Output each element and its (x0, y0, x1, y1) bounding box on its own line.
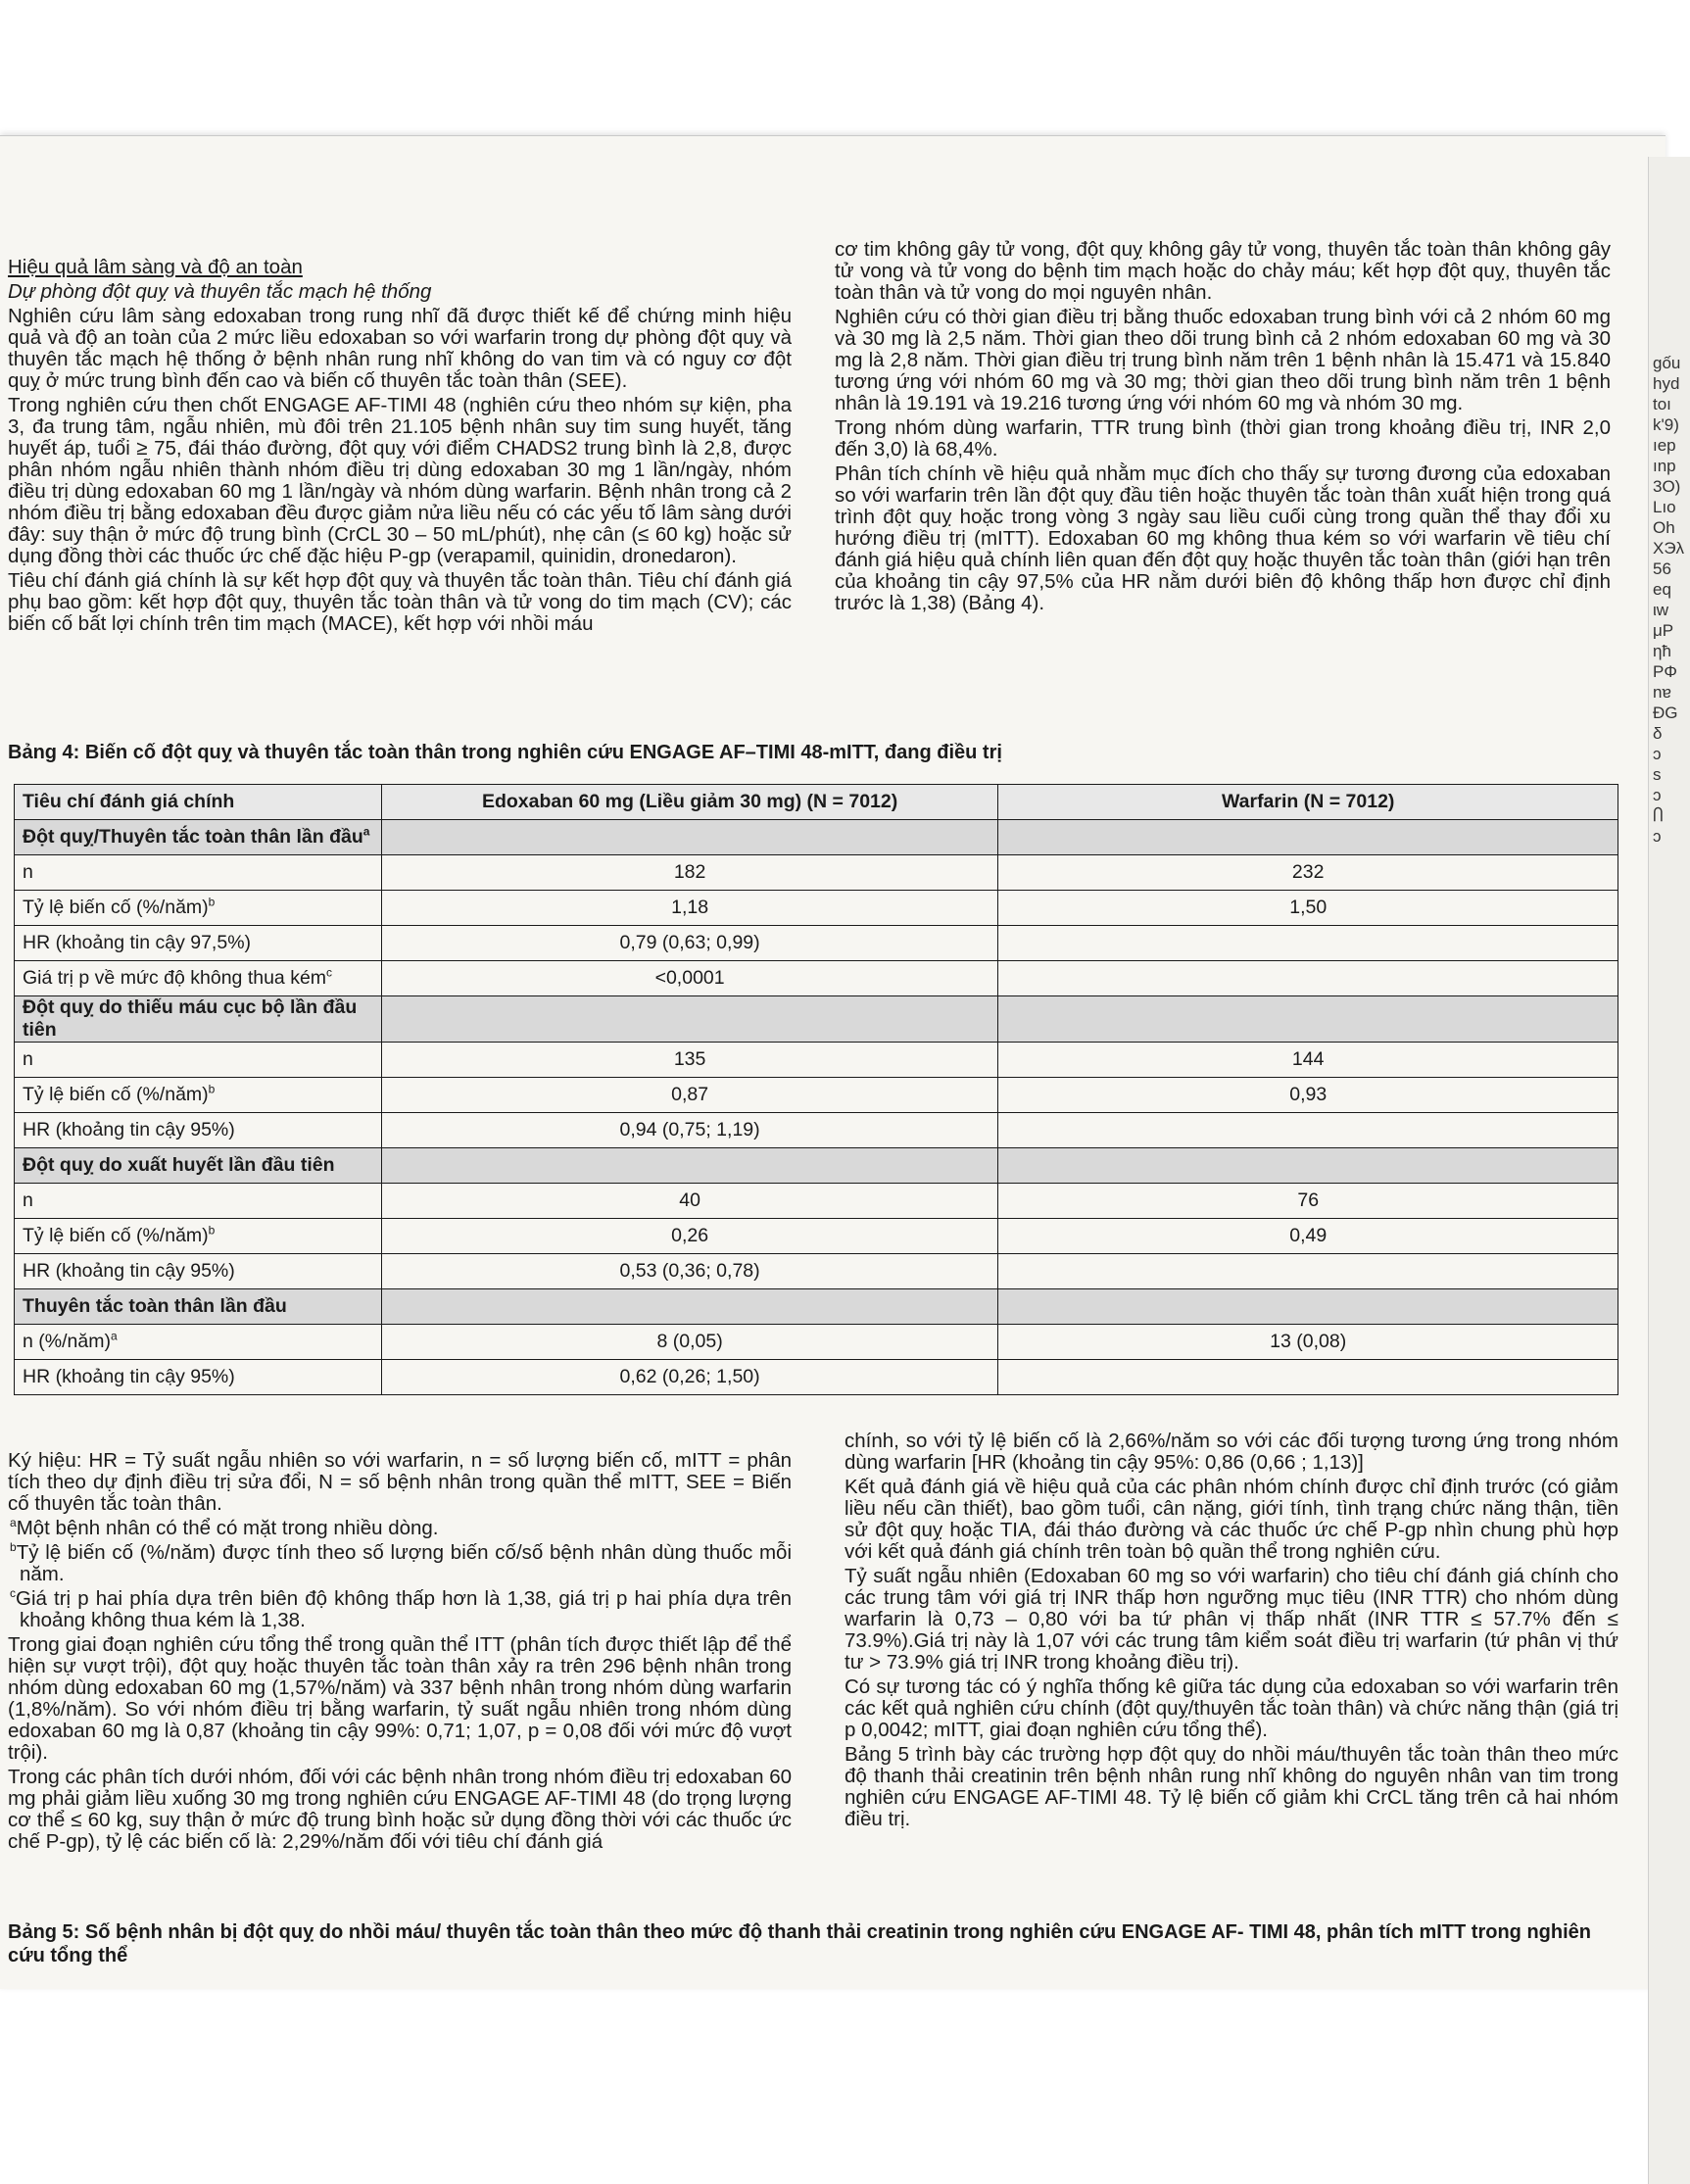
column-header: Tiêu chí đánh giá chính (15, 785, 382, 820)
table-row (15, 961, 1618, 996)
section-filler (381, 996, 998, 1043)
paragraph: Trong nhóm dùng warfarin, TTR trung bình (thời gian trong khoảng điều trị, INR 2,0 đến 3,0) là 68,4%. (835, 416, 1611, 461)
table4-footnotes (8, 1450, 792, 1856)
table-row (15, 1254, 1618, 1289)
table4-caption: Bảng 4: Biến cố đột quỵ và thuyên tắc toàn thân trong nghiên cứu ENGAGE AF–TIMI 48-mITT, đang điều trị (8, 742, 1002, 763)
edoxaban-value: 0,94 (0,75; 1,19) (381, 1113, 998, 1148)
paragraph: Tỷ suất ngẫu nhiên (Edoxaban 60 mg so với warfarin) cho tiêu chí đánh giá chính cho các trung tâm với giá trị INR thấp hơn ngưỡng mục tiêu (INR TTR) cho nhóm dùng warfarin là 0,73 – 0,80 với ba tứ phân vị thấp nhất (INR TTR ≤ 57.7% đến ≤ 73.9%).Giá trị này là 1,07 với các trung tâm kiểm soát điều trị warfarin (tứ phân vị thứ tư > 73.9% giá trị INR trong khoảng điều trị). (845, 1565, 1618, 1674)
row-label: Giá trị p về mức độ không thua kém$^c$ (15, 961, 382, 996)
section-filler (381, 1148, 998, 1184)
edge-text-fragment: ÐG (1653, 704, 1678, 722)
paragraph: Trong giai đoạn nghiên cứu tổng thể trong quần thể ITT (phân tích được thiết lập để thể hiện sự vượt trội), đột quỵ hoặc thuyên tắc toàn thân xảy ra trên 296 bệnh nhân trong nhóm dùng edoxaban 60 mg (1,57%/năm) và 337 bệnh nhân trong nhóm dùng warfarin (1,8%/năm). So với nhóm điều trị bằng warfarin, tỷ suất ngẫu nhiên trong nhóm dùng edoxaban 60 mg là 0,87 (khoảng tin cậy 99%: 0,71; 1,07, p = 0,08 đối với mức độ vượt trội). (8, 1633, 792, 1764)
edge-text-fragment: ΡΦ (1653, 662, 1677, 681)
edoxaban-value: 0,79 (0,63; 0,99) (381, 926, 998, 961)
table-row (15, 1113, 1618, 1148)
edge-text-fragment: Ⴖ (1653, 806, 1664, 825)
column-header: Warfarin (N = 7012) (998, 785, 1618, 820)
warfarin-value: 144 (998, 1043, 1618, 1078)
section-filler (998, 820, 1618, 855)
row-label: Tỷ lệ biến cố (%/năm)$^b$ (15, 891, 382, 926)
warfarin-value: 13 (0,08) (998, 1325, 1618, 1360)
table-row (15, 1360, 1618, 1395)
adjacent-page-edge (1648, 157, 1690, 2184)
row-label: n (15, 1184, 382, 1219)
table-row (15, 1078, 1618, 1113)
edoxaban-value: 0,53 (0,36; 0,78) (381, 1254, 998, 1289)
edoxaban-value: 182 (381, 855, 998, 891)
table-row (15, 1219, 1618, 1254)
section-title: Đột quỵ/Thuyên tắc toàn thân lần đầu$^a$ (15, 820, 382, 855)
warfarin-value: 232 (998, 855, 1618, 891)
table-section-row (15, 1289, 1618, 1325)
table-row (15, 1184, 1618, 1219)
footnote-b: $^b$Tỷ lệ biến cố (%/năm) được tính theo số lượng biến cố/số bệnh nhân dùng thuốc mỗi năm. (10, 1540, 792, 1585)
paragraph: chính, so với tỷ lệ biến cố là 2,66%/năm so với các đối tượng tương ứng trong nhóm dùng warfarin [HR (khoảng tin cậy 95%: 0,86 (0,66 ; 1,13)] (845, 1430, 1618, 1474)
warfarin-value (998, 1254, 1618, 1289)
paragraph: Trong nghiên cứu then chốt ENGAGE AF-TIMI 48 (nghiên cứu theo nhóm sự kiện, pha 3, đa trung tâm, ngẫu nhiên, mù đôi trên 21.105 bệnh nhân suy tim sung huyết, tăng huyết áp, tuổi ≥ 75, đái tháo đường, đột quỵ với điểm CHADS2 trung bình là 2,8, được phân nhóm ngẫu nhiên thành nhóm điều trị dùng edoxaban 30 mg 1 lần/ngày, nhóm điều trị dùng edoxaban 60 mg 1 lần/ngày và nhóm dùng warfarin. Bệnh nhân trong cả 2 nhóm điều trị bằng edoxaban đều được giảm nửa liều nếu có các yếu tố lâm sàng dưới đây: suy thận ở mức độ trung bình (CrCL 30 – 50 mL/phút), nhẹ cân (≤ 60 kg) hoặc sử dụng đồng thời các thuốc ức chế đặc hiệu P-gp (verapamil, quinidin, dronedaron). (8, 394, 792, 567)
row-label: HR (khoảng tin cậy 97,5%) (15, 926, 382, 961)
edge-text-fragment: 3Ο) (1653, 477, 1681, 496)
edge-text-fragment: μΡ (1653, 621, 1674, 640)
table-row (15, 1325, 1618, 1360)
edge-text-fragment: δ (1653, 724, 1663, 743)
edge-text-fragment: ΧЭλ (1653, 539, 1685, 558)
edge-text-fragment: toı (1653, 395, 1671, 413)
row-label: HR (khoảng tin cậy 95%) (15, 1113, 382, 1148)
edoxaban-value: 135 (381, 1043, 998, 1078)
section-filler (998, 1289, 1618, 1325)
row-label: n (%/năm)$^a$ (15, 1325, 382, 1360)
paragraph: Tiêu chí đánh giá chính là sự kết hợp đột quỵ và thuyên tắc toàn thân. Tiêu chí đánh giá phụ bao gồm: kết hợp đột quỵ, thuyên tắc toàn thân và tử vong do tim mạch (CV); các biến cố bất lợi chính trên tim mạch (MACE), kết hợp với nhồi máu (8, 569, 792, 635)
paragraph: Kết quả đánh giá về hiệu quả của các phân nhóm chính được chỉ định trước (có giảm liều nếu cần thiết), bao gồm tuổi, cân nặng, giới tính, tình trạng chức năng thận, tiền sử đột quỵ hoặc TIA, đái tháo đường và các thuốc ức chế P-gp nhìn chung phù hợp với kết quả đánh giá chính trên toàn bộ quần thể trong nghiên cứu. (845, 1476, 1618, 1563)
warfarin-value (998, 1113, 1618, 1148)
paragraph: Bảng 5 trình bày các trường hợp đột quỵ do nhồi máu/thuyên tắc toàn thân theo mức độ thanh thải creatinin trên bệnh nhân rung nhĩ không do nguyên nhân van tim trong nghiên cứu ENGAGE AF-TIMI 48. Tỷ lệ biến cố giảm khi CrCL tăng trên cả hai nhóm điều trị. (845, 1743, 1618, 1830)
table-section-row (15, 996, 1618, 1043)
right-column (835, 239, 1611, 617)
section-subheading: Dự phòng đột quỵ và thuyên tắc mạch hệ thống (8, 280, 432, 303)
warfarin-value (998, 1360, 1618, 1395)
edoxaban-value: 1,18 (381, 891, 998, 926)
edge-text-fragment: ɔ (1653, 786, 1662, 804)
paragraph: Nghiên cứu lâm sàng edoxaban trong rung nhĩ đã được thiết kế để chứng minh hiệu quả và độ an toàn của 2 mức liều edoxaban so với warfarin trong dự phòng đột quỵ và thuyên tắc mạch hệ thống ở bệnh nhân rung nhĩ không do van tim và có nguy cơ đột quỵ ở mức trung bình đến cao và biến cố thuyên tắc toàn thân (SEE). (8, 305, 792, 392)
table5-caption: Bảng 5: Số bệnh nhân bị đột quỵ do nhồi máu/ thuyên tắc toàn thân theo mức độ thanh thải creatinin trong nghiên cứu ENGAGE AF- TIMI 48, phân tích mITT trong nghiên cứu tổng thể (8, 1921, 1591, 1966)
paragraph: Phân tích chính về hiệu quả nhằm mục đích cho thấy sự tương đương của edoxaban so với warfarin trên lần đột quỵ đầu tiên hoặc thuyên tắc toàn thân xuất hiện trong quá trình đột quỵ hoặc trong vòng 3 ngày sau liều cuối cùng trong quần thể thay đổi xu hướng điều trị (mITT). Edoxaban 60 mg không thua kém so với warfarin về tiêu chí đánh giá hiệu quả chính liên quan đến đột quỵ hoặc thuyên tắc toàn thân (giới hạn trên của khoảng tin cậy 97,5% của HR nằm dưới biên độ không thấp hơn được chỉ định trước là 1,38) (Bảng 4). (835, 462, 1611, 614)
edge-text-fragment: eq (1653, 580, 1671, 599)
warfarin-value (998, 961, 1618, 996)
table-header-row (15, 785, 1618, 820)
warfarin-value: 76 (998, 1184, 1618, 1219)
row-label: HR (khoảng tin cậy 95%) (15, 1254, 382, 1289)
section-filler (381, 820, 998, 855)
warfarin-value: 0,93 (998, 1078, 1618, 1113)
edoxaban-value: 0,62 (0,26; 1,50) (381, 1360, 998, 1395)
edge-text-fragment: ηħ (1653, 642, 1671, 660)
table-section-row (15, 1148, 1618, 1184)
edge-text-fragment: k'9) (1653, 415, 1679, 434)
row-label: n (15, 855, 382, 891)
edoxaban-value: 0,87 (381, 1078, 998, 1113)
column-header: Edoxaban 60 mg (Liều giảm 30 mg) (N = 7012) (381, 785, 998, 820)
edoxaban-value: <0,0001 (381, 961, 998, 996)
edge-text-fragment: ɔ (1653, 745, 1662, 763)
edoxaban-value: 8 (0,05) (381, 1325, 998, 1360)
paragraph: cơ tim không gây tử vong, đột quỵ không gây tử vong, thuyên tắc toàn thân không gây tử vong và tử vong do bệnh tim mạch hoặc do chảy máu; kết hợp đột quỵ, thuyên tắc toàn thân và tử vong do mọi nguyên nhân. (835, 238, 1611, 304)
table-row (15, 891, 1618, 926)
row-label: Tỷ lệ biến cố (%/năm)$^b$ (15, 1078, 382, 1113)
footnote-a: $^a$Một bệnh nhân có thể có mặt trong nhiều dòng. (10, 1516, 439, 1539)
section-title: Đột quỵ do xuất huyết lần đầu tiên (15, 1148, 382, 1184)
edge-text-fragment: ιw (1653, 601, 1669, 619)
paragraph: Có sự tương tác có ý nghĩa thống kê giữa tác dụng của edoxaban so với warfarin trên các kết quả nghiên cứu chính (đột quỵ/thuyên tắc toàn thân) và chức năng thận (giá trị p 0,0042; mITT, giai đoạn nghiên cứu tổng thể). (845, 1675, 1618, 1741)
edge-text-fragment: nɐ (1653, 683, 1671, 702)
edge-text-fragment: 56 (1653, 559, 1671, 578)
right-column-lower (845, 1431, 1618, 1833)
edoxaban-value: 0,26 (381, 1219, 998, 1254)
table4 (14, 784, 1618, 1395)
row-label: Tỷ lệ biến cố (%/năm)$^b$ (15, 1219, 382, 1254)
paragraph: Nghiên cứu có thời gian điều trị bằng thuốc edoxaban trung bình với cả 2 nhóm 60 mg và 30 mg là 2,5 năm. Thời gian theo dõi trung bình cả 2 nhóm edoxaban 60 mg và 30 mg là 2,8 năm. Thời gian điều trị trung bình năm trên 1 bệnh nhân là 15.471 và 15.840 tương ứng với nhóm 60 mg và 30 mg; thời gian theo dõi trung bình năm trên 1 bệnh nhân là 19.191 và 19.216 tương ứng với nhóm 60 mg và nhóm 30 mg. (835, 306, 1611, 414)
section-title: Đột quỵ do thiếu máu cục bộ lần đầu tiên (15, 996, 382, 1043)
left-column (8, 257, 792, 638)
warfarin-value: 0,49 (998, 1219, 1618, 1254)
edge-text-fragment: gốu (1653, 354, 1681, 372)
table-section-row (15, 820, 1618, 855)
footnote-c: $^c$Giá trị p hai phía dựa trên biên độ không thấp hơn là 1,38, giá trị p hai phía dựa trên khoảng không thua kém là 1,38. (10, 1586, 792, 1631)
edge-text-fragment: s (1653, 765, 1662, 784)
edge-text-fragment: Οh (1653, 518, 1675, 537)
section-filler (381, 1289, 998, 1325)
paragraph: Trong các phân tích dưới nhóm, đối với các bệnh nhân trong nhóm điều trị edoxaban 60 mg phải giảm liều xuống 30 mg trong nghiên cứu ENGAGE AF-TIMI 48 (do trọng lượng cơ thể ≤ 60 kg, suy thận ở mức độ trung bình hoặc sử dụng đồng thời với các thuốc ức chế P-gp), tỷ lệ các biến cố là: 2,29%/năm đối với tiêu chí đánh giá (8, 1766, 792, 1853)
edge-text-fragment: ɔ (1653, 827, 1662, 846)
edoxaban-value: 40 (381, 1184, 998, 1219)
section-heading: Hiệu quả lâm sàng và độ an toàn (8, 256, 303, 278)
edge-text-fragment: Lıo (1653, 498, 1676, 516)
table-row (15, 855, 1618, 891)
legend: Ký hiệu: HR = Tỷ suất ngẫu nhiên so với warfarin, n = số lượng biến cố, mITT = phân tích theo dự định điều trị sửa đổi, N = số bệnh nhân trong quần thể mITT, SEE = Biến cố thuyên tắc toàn thân. (8, 1449, 792, 1515)
table-row (15, 1043, 1618, 1078)
row-label: HR (khoảng tin cậy 95%) (15, 1360, 382, 1395)
warfarin-value (998, 926, 1618, 961)
section-filler (998, 1148, 1618, 1184)
section-title: Thuyên tắc toàn thân lần đầu (15, 1289, 382, 1325)
edge-text-fragment: ınp (1653, 457, 1676, 475)
table-row (15, 926, 1618, 961)
section-filler (998, 996, 1618, 1043)
edge-text-fragment: ıep (1653, 436, 1676, 455)
edge-text-fragment: hyd (1653, 374, 1680, 393)
row-label: n (15, 1043, 382, 1078)
warfarin-value: 1,50 (998, 891, 1618, 926)
